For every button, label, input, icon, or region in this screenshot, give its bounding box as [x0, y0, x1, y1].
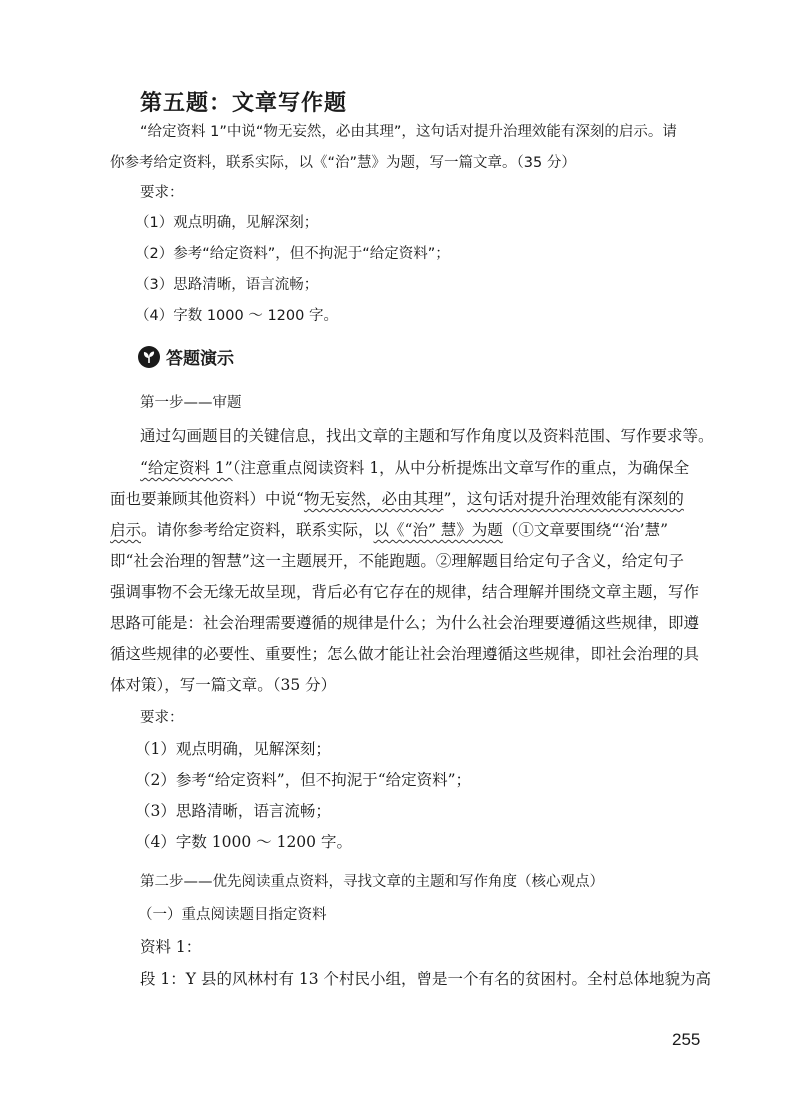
answer-demo-header — [138, 344, 234, 369]
step1-para-line-7: 循这些规律的必要性、重要性；怎么做才能让社会治理遵循这些规律，即社会治理的具 — [110, 645, 700, 663]
requirement-item: （4）字数 1000 ～ 1200 字。 — [135, 308, 338, 324]
question-prompt-line-1: “给定资料 1”中说“物无妄然，必由其理”，这句话对提升治理效能有深刻的启示。请 — [140, 124, 677, 140]
emphasis: 这句话对提升治理效能有深刻的 — [466, 490, 684, 508]
step1-requirement-item: （4）字数 1000 ～ 1200 字。 — [135, 833, 352, 851]
emphasis: 物无妄然，必由其理 — [303, 490, 444, 508]
step1-requirement-item: （1）观点明确，见解深刻； — [135, 740, 331, 758]
step1-requirement-item: （3）思路清晰，语言流畅； — [135, 802, 331, 820]
text: 。请你参考给定资料，联系实际， — [141, 521, 374, 539]
step1-intro: 通过勾画题目的关键信息，找出文章的主题和写作角度以及资料范围、写作要求等。 — [140, 427, 714, 445]
text: （注意重点阅读资料 1，从中分析提炼出文章写作的重点，为确保全 — [232, 459, 690, 477]
step1-title: 第一步——审题 — [140, 395, 242, 411]
step1-requirement-item: （2）参考“给定资料”，但不拘泥于“给定资料”； — [135, 771, 472, 789]
step1-para-line-1 — [140, 458, 689, 478]
requirement-item: （1）观点明确，见解深刻； — [135, 215, 319, 231]
text: ”， — [443, 490, 467, 508]
question-title: 第五题：文章写作题 — [140, 91, 348, 116]
requirement-item: （3）思路清晰，语言流畅； — [135, 277, 319, 293]
sprout-icon — [138, 346, 160, 368]
question-prompt-line-2: 你参考给定资料，联系实际，以《“治”慧》为题，写一篇文章。（35 分） — [110, 155, 576, 171]
text: （①文章要围绕“‘治’慧” — [502, 521, 669, 539]
emphasis: “给定资料 1” — [140, 459, 233, 477]
material-paragraph: 段 1：Y 县的风林村有 13 个村民小组，曾是一个有名的贫困村。全村总体地貌为高 — [140, 970, 712, 988]
step1-requirements-label: 要求： — [140, 710, 184, 726]
answer-demo-title: 答题演示 — [166, 349, 234, 369]
requirement-item: （2）参考“给定资料”，但不拘泥于“给定资料”； — [135, 246, 450, 262]
step1-para-line-3 — [110, 520, 668, 540]
requirements-label: 要求： — [140, 185, 184, 201]
emphasis: 启示 — [110, 521, 142, 539]
text: 面也要兼顾其他资料）中说“ — [110, 490, 304, 508]
step1-para-line-4: 即“社会治理的智慧”这一主题展开，不能跑题。②理解题目给定句子含义，给定句子 — [110, 552, 684, 570]
step1-para-line-5: 强调事物不会无缘无故呈现，背后必有它存在的规律，结合理解并围绕文章主题，写作 — [110, 583, 700, 601]
step1-para-line-8: 体对策），写一篇文章。（35 分） — [110, 676, 337, 694]
page-number: 255 — [672, 1030, 701, 1049]
step1-para-line-2 — [110, 489, 684, 509]
step1-para-line-6: 思路可能是：社会治理需要遵循的规律是什么；为什么社会治理要遵循这些规律，即遵 — [110, 614, 700, 632]
emphasis: 以《“治” 慧》为题 — [373, 521, 503, 539]
step2-title: 第二步——优先阅读重点资料，寻找文章的主题和写作角度（核心观点） — [140, 874, 604, 890]
material-label: 资料 1： — [140, 938, 202, 956]
step2-subtitle: （一）重点阅读题目指定资料 — [138, 907, 327, 923]
